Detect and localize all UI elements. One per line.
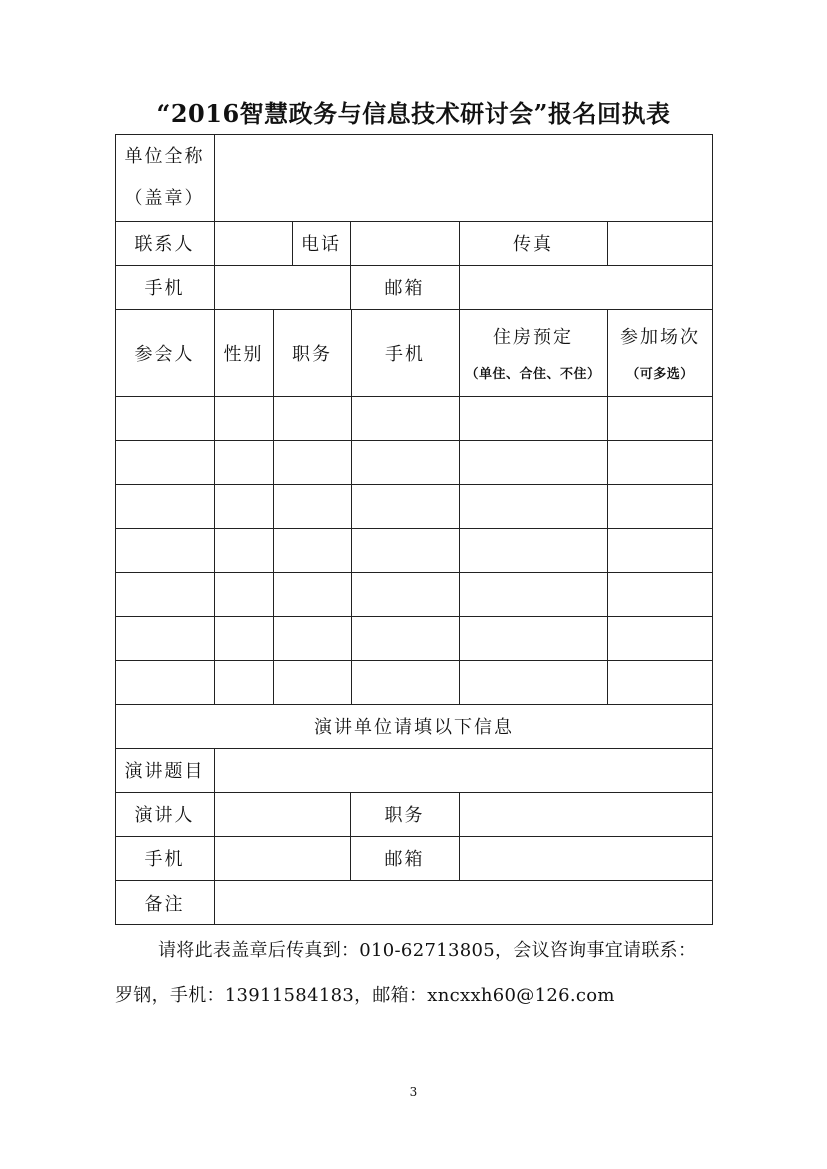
lodging-header-label: 住房预定 <box>493 327 573 348</box>
attendee-cell[interactable] <box>351 572 459 616</box>
lodging-header-note: （单住、合住、不住） <box>465 367 601 382</box>
attendee-cell[interactable] <box>459 616 607 660</box>
attendee-cell[interactable] <box>607 572 713 616</box>
attendee-cell[interactable] <box>115 440 214 484</box>
attendee-cell[interactable] <box>459 572 607 616</box>
attendee-cell[interactable] <box>214 440 273 484</box>
gender-header: 性别 <box>223 343 264 365</box>
attendee-cell[interactable] <box>214 396 273 440</box>
attendee-cell[interactable] <box>459 528 607 572</box>
speaker-field[interactable] <box>214 792 350 836</box>
attendee-cell[interactable] <box>607 660 713 704</box>
attendee-cell[interactable] <box>273 616 351 660</box>
attendee-cell[interactable] <box>115 616 214 660</box>
attendee-cell[interactable] <box>459 396 607 440</box>
attendee-cell[interactable] <box>459 440 607 484</box>
attendee-cell[interactable] <box>214 660 273 704</box>
registration-form-table <box>115 134 713 925</box>
attendee-cell[interactable] <box>115 484 214 528</box>
org-name-label-line1: 单位全称 <box>124 145 205 167</box>
attendee-cell[interactable] <box>607 528 713 572</box>
speaker-position-field[interactable] <box>459 792 713 836</box>
org-name-label <box>115 134 214 221</box>
speaker-mobile-field[interactable] <box>214 836 350 880</box>
form-title: “2016智慧政务与信息技术研讨会”报名回执表 <box>156 99 671 128</box>
mobile-header: 手机 <box>385 343 425 365</box>
org-name-field[interactable] <box>214 134 713 221</box>
remarks-label: 备注 <box>144 893 185 915</box>
email-field[interactable] <box>459 265 713 309</box>
attendee-cell[interactable] <box>115 660 214 704</box>
mobile-label: 手机 <box>144 278 185 299</box>
attendee-cell[interactable] <box>351 440 459 484</box>
attendee-cell[interactable] <box>351 660 459 704</box>
phone-field[interactable] <box>350 221 459 265</box>
speech-topic-field[interactable] <box>214 748 713 792</box>
attendee-cell[interactable] <box>115 396 214 440</box>
attendee-cell[interactable] <box>273 396 351 440</box>
speaker-position-label: 职务 <box>384 805 425 826</box>
attendee-cell[interactable] <box>273 440 351 484</box>
attendee-cell[interactable] <box>214 484 273 528</box>
speaker-mobile-label: 手机 <box>144 849 185 870</box>
sessions-header-note: （可多选） <box>626 367 694 382</box>
footer-instruction-line1: 请将此表盖章后传真到：010-62713805，会议咨询事宜请联系： <box>158 940 697 961</box>
speech-topic-label: 演讲题目 <box>124 761 205 782</box>
attendee-cell[interactable] <box>607 396 713 440</box>
remarks-field[interactable] <box>214 880 713 925</box>
speaker-email-field[interactable] <box>459 836 713 880</box>
fax-label: 传真 <box>513 234 553 255</box>
attendee-cell[interactable] <box>273 528 351 572</box>
attendee-cell[interactable] <box>115 572 214 616</box>
attendee-cell[interactable] <box>459 660 607 704</box>
email-label: 邮箱 <box>384 278 425 299</box>
position-header: 职务 <box>292 343 332 365</box>
lodging-header <box>459 309 607 396</box>
org-name-label-line2: （盖章） <box>124 187 205 209</box>
attendee-cell[interactable] <box>214 572 273 616</box>
attendee-cell[interactable] <box>607 484 713 528</box>
attendee-cell[interactable] <box>607 616 713 660</box>
attendee-cell[interactable] <box>351 484 459 528</box>
attendee-cell[interactable] <box>351 396 459 440</box>
footer-instruction-line2: 罗钢，手机：13911584183，邮箱：xncxxh60@126.com <box>115 985 615 1006</box>
attendee-cell[interactable] <box>351 528 459 572</box>
speaker-section-title: 演讲单位请填以下信息 <box>314 717 514 738</box>
attendee-cell[interactable] <box>115 528 214 572</box>
contact-field[interactable] <box>214 221 292 265</box>
attendee-cell[interactable] <box>273 572 351 616</box>
attendee-cell[interactable] <box>273 484 351 528</box>
page-number: 3 <box>409 1085 418 1099</box>
speaker-label: 演讲人 <box>134 805 195 826</box>
contact-label: 联系人 <box>134 234 195 255</box>
attendee-header: 参会人 <box>134 343 195 365</box>
attendee-cell[interactable] <box>607 440 713 484</box>
attendee-cell[interactable] <box>351 616 459 660</box>
mobile-field[interactable] <box>214 265 350 309</box>
attendee-cell[interactable] <box>214 616 273 660</box>
attendee-cell[interactable] <box>273 660 351 704</box>
attendee-cell[interactable] <box>214 528 273 572</box>
sessions-header <box>607 309 713 396</box>
attendee-cell[interactable] <box>459 484 607 528</box>
phone-label: 电话 <box>301 234 341 255</box>
speaker-email-label: 邮箱 <box>384 849 425 870</box>
sessions-header-label: 参加场次 <box>620 327 700 348</box>
fax-field[interactable] <box>607 221 713 265</box>
